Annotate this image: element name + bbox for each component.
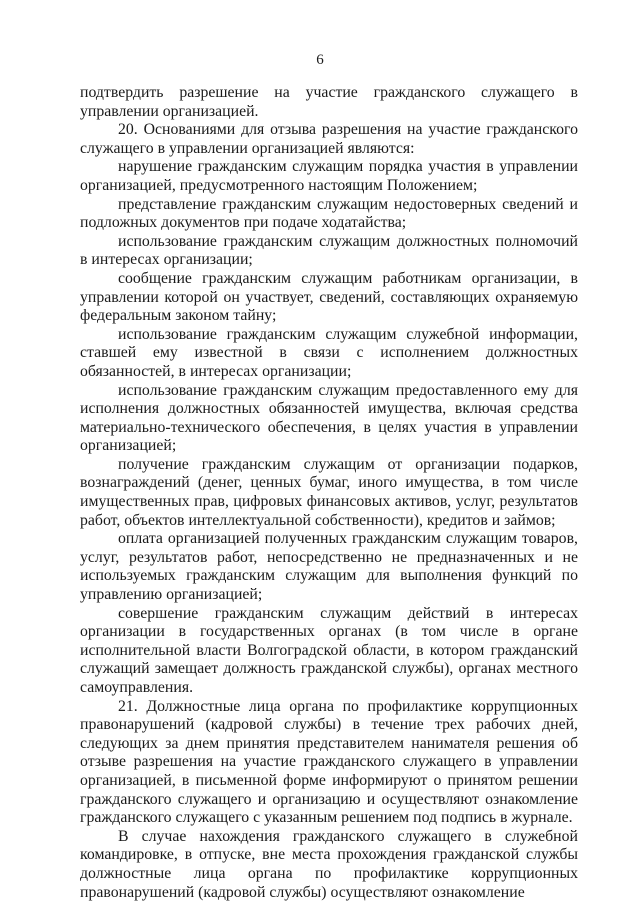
paragraph-p5: сообщение гражданским служащим работникам организации, в управлении которой он участвует, сведений, составляющих охраняемую федеральным законом тайну; — [80, 269, 578, 325]
paragraph-p10: совершение гражданским служащим действий в интересах организации в государственных органах (в том числе в органе исполнительной власти Волгоградской области, в котором гражданский служащий замещает должность гражданской службы), органах местного самоуправления. — [80, 604, 578, 696]
paragraph-p8: получение гражданским служащим от организации подарков, вознаграждений (денег, ценных бумаг, иного имущества, в том числе имущественных прав, цифровых финансовых активов, услуг, результатов работ, объектов интеллектуальной собственности), кредитов и займов; — [80, 455, 578, 529]
paragraph-p1: 20. Основаниями для отзыва разрешения на участие гражданского служащего в управлении организацией являются: — [80, 121, 578, 157]
paragraph-p0: подтвердить разрешение на участие гражданского служащего в управлении организацией. — [80, 84, 578, 120]
paragraph-p12: В случае нахождения гражданского служащего в служебной командировке, в отпуске, вне места прохождения гражданской службы должностные лица органа по профилактике коррупционных правонарушений (кадровой службы) осуществляют ознакомление — [80, 827, 578, 901]
paragraph-p3: представление гражданским служащим недостоверных сведений и подложных документов при подаче ходатайства; — [80, 195, 578, 232]
paragraph-p6: использование гражданским служащим служебной информации, ставшей ему известной в связи с исполнением должностных обязанностей, в интересах организации; — [80, 325, 578, 380]
page-number: 6 — [316, 52, 324, 68]
paragraph-p7: использование гражданским служащим предоставленного ему для исполнения должностных обязанностей имущества, включая средства материально-технического обеспечения, в целях участия в управлении организацией; — [80, 381, 578, 455]
paragraph-p4: использование гражданским служащим должностных полномочий в интересах организации; — [80, 232, 578, 269]
paragraph-p9: оплата организацией полученных гражданским служащим товаров, услуг, результатов работ, непосредственно не предназначенных и не используемых гражданским служащим для выполнения функций по управлению организацией; — [80, 530, 578, 604]
document-body — [80, 84, 578, 902]
paragraph-p2: нарушение гражданским служащим порядка участия в управлении организацией, предусмотренного настоящим Положением; — [80, 158, 578, 194]
paragraph-p11: 21. Должностные лица органа по профилактике коррупционных правонарушений (кадровой службы) в течение трех рабочих дней, следующих за днем принятия представителем нанимателя решения об отзыве разрешения на участие гражданского служащего в управлении организацией, в письменной форме информируют о принятом решении гражданского служащего и организацию и осуществляют ознакомление гражданского служащего с указанным решением под подпись в журнале. — [80, 697, 578, 827]
